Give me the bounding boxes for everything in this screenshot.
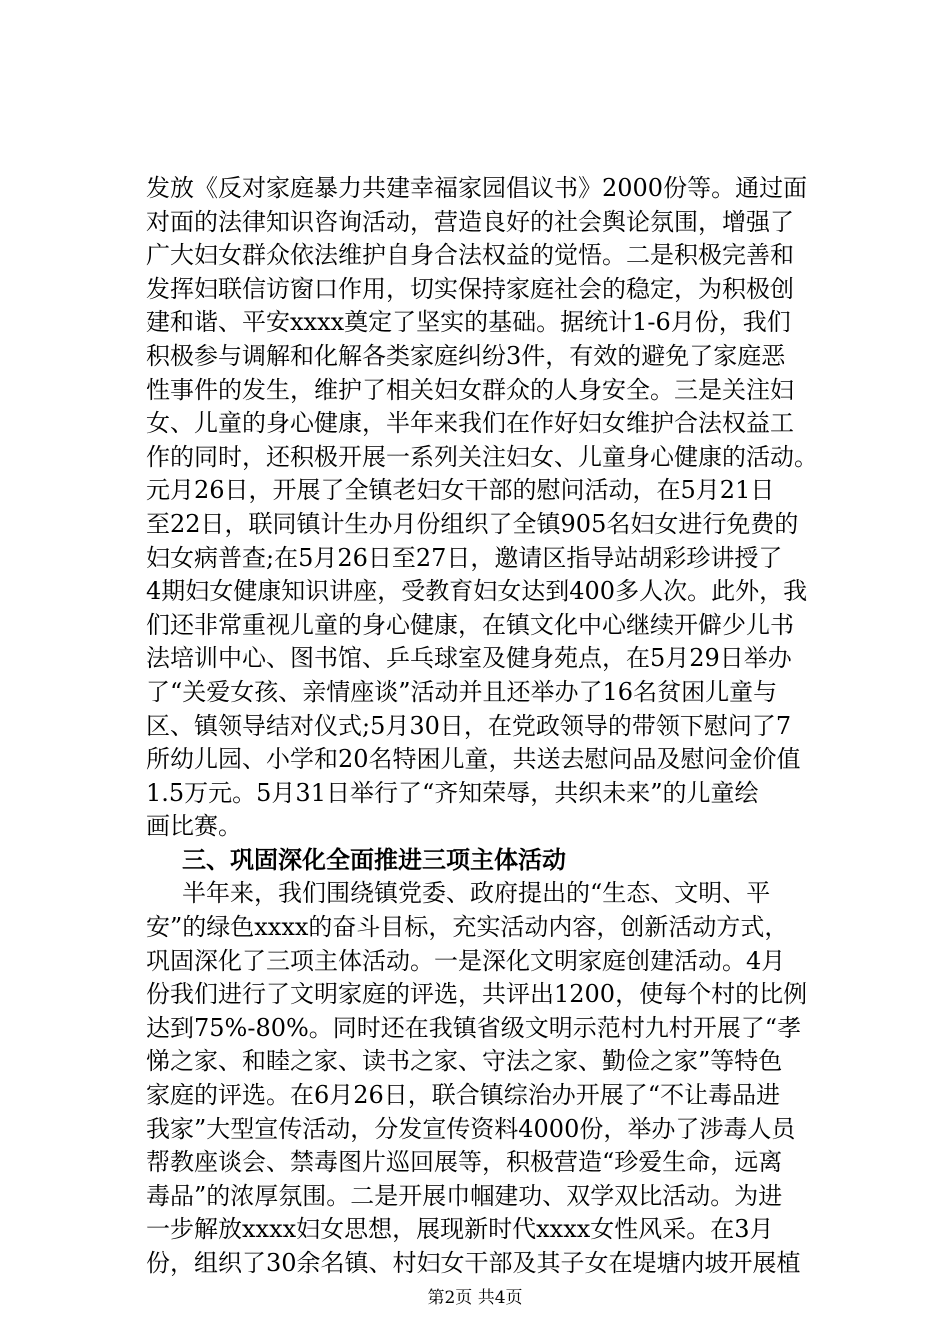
text-line: 达到75%-80%。同时还在我镇省级文明示范村九村开展了“孝: [146, 1013, 802, 1042]
text-line: 帮教座谈会、禁毒图片巡回展等，积极营造“珍爱生命，远离: [146, 1148, 783, 1177]
text-line: 家庭的评选。在6月26日，联合镇综治办开展了“不让毒品进: [146, 1081, 781, 1110]
section-heading: 三、巩固深化全面推进三项主体活动: [182, 845, 566, 874]
text-line: 广大妇女群众依法维护自身合法权益的觉悟。二是积极完善和: [146, 241, 794, 270]
text-line: 我家”大型宣传活动，分发宣传资料4000份，举办了涉毒人员: [146, 1114, 796, 1143]
text-line: 所幼儿园、小学和20名特困儿童，共送去慰问品及慰问金价值: [146, 745, 801, 774]
page-footer: 第2页 共4页: [427, 1288, 523, 1308]
text-line: 安”的绿色xxxx的奋斗目标，充实活动内容，创新活动方式，: [146, 913, 789, 942]
text-line: 1.5万元。5月31日举行了“齐知荣辱，共织未来”的儿童绘: [146, 778, 759, 807]
text-line: 毒品”的浓厚氛围。二是开展巾帼建功、双学双比活动。为进: [146, 1181, 783, 1210]
text-line: 份我们进行了文明家庭的评选，共评出1200，使每个村的比例: [146, 980, 808, 1009]
text-line: 发挥妇联信访窗口作用，切实保持家庭社会的稳定，为积极创: [146, 274, 794, 303]
text-line: 们还非常重视儿童的身心健康，在镇文化中心继续开僻少儿书: [146, 610, 794, 639]
text-line: 巩固深化了三项主体活动。一是深化文明家庭创建活动。4月: [146, 946, 786, 975]
text-line: 一步解放xxxx妇女思想，展现新时代xxxx女性风采。在3月: [146, 1215, 774, 1244]
text-line: 悌之家、和睦之家、读书之家、守法之家、勤俭之家”等特色: [146, 1047, 783, 1076]
text-line: 元月26日，开展了全镇老妇女干部的慰问活动，在5月21日: [146, 476, 775, 505]
text-line: 建和谐、平安xxxx奠定了坚实的基础。据统计1-6月份，我们: [146, 308, 791, 337]
text-line: 女、儿童的身心健康，半年来我们在作好妇女维护合法权益工: [146, 409, 794, 438]
text-line: 至22日，联同镇计生办月份组织了全镇905名妇女进行免费的: [146, 509, 799, 538]
text-line: 了“关爱女孩、亲情座谈”活动并且还举办了16名贫困儿童与: [146, 677, 778, 706]
text-line: 法培训中心、图书馆、乒乓球室及健身苑点，在5月29日举办: [146, 644, 792, 673]
text-line: 份，组织了30余名镇、村妇女干部及其子女在堤塘内坡开展植: [146, 1249, 801, 1277]
document-body: [146, 172, 836, 1281]
text-line: 妇女病普查;在5月26日至27日，邀请区指导站胡彩珍讲授了: [146, 543, 783, 572]
text-line: 作的同时，还积极开展一系列关注妇女、儿童身心健康的活动。: [146, 442, 818, 471]
text-line: 画比赛。: [146, 812, 242, 841]
text-line: 半年来，我们围绕镇党委、政府提出的“生态、文明、平: [182, 879, 771, 908]
text-line: 积极参与调解和化解各类家庭纠纷3件，有效的避免了家庭恶: [146, 341, 786, 370]
text-line: 区、镇领导结对仪式;5月30日，在党政领导的带领下慰问了7: [146, 711, 792, 740]
text-line: 对面的法律知识咨询活动，营造良好的社会舆论氛围，增强了: [146, 207, 794, 236]
text-line: 发放《反对家庭暴力共建幸福家园倡议书》2000份等。通过面: [146, 174, 808, 202]
text-line: 4期妇女健康知识讲座，受教育妇女达到400多人次。此外，我: [146, 577, 808, 606]
text-line: 性事件的发生，维护了相关妇女群众的人身安全。三是关注妇: [146, 375, 794, 404]
